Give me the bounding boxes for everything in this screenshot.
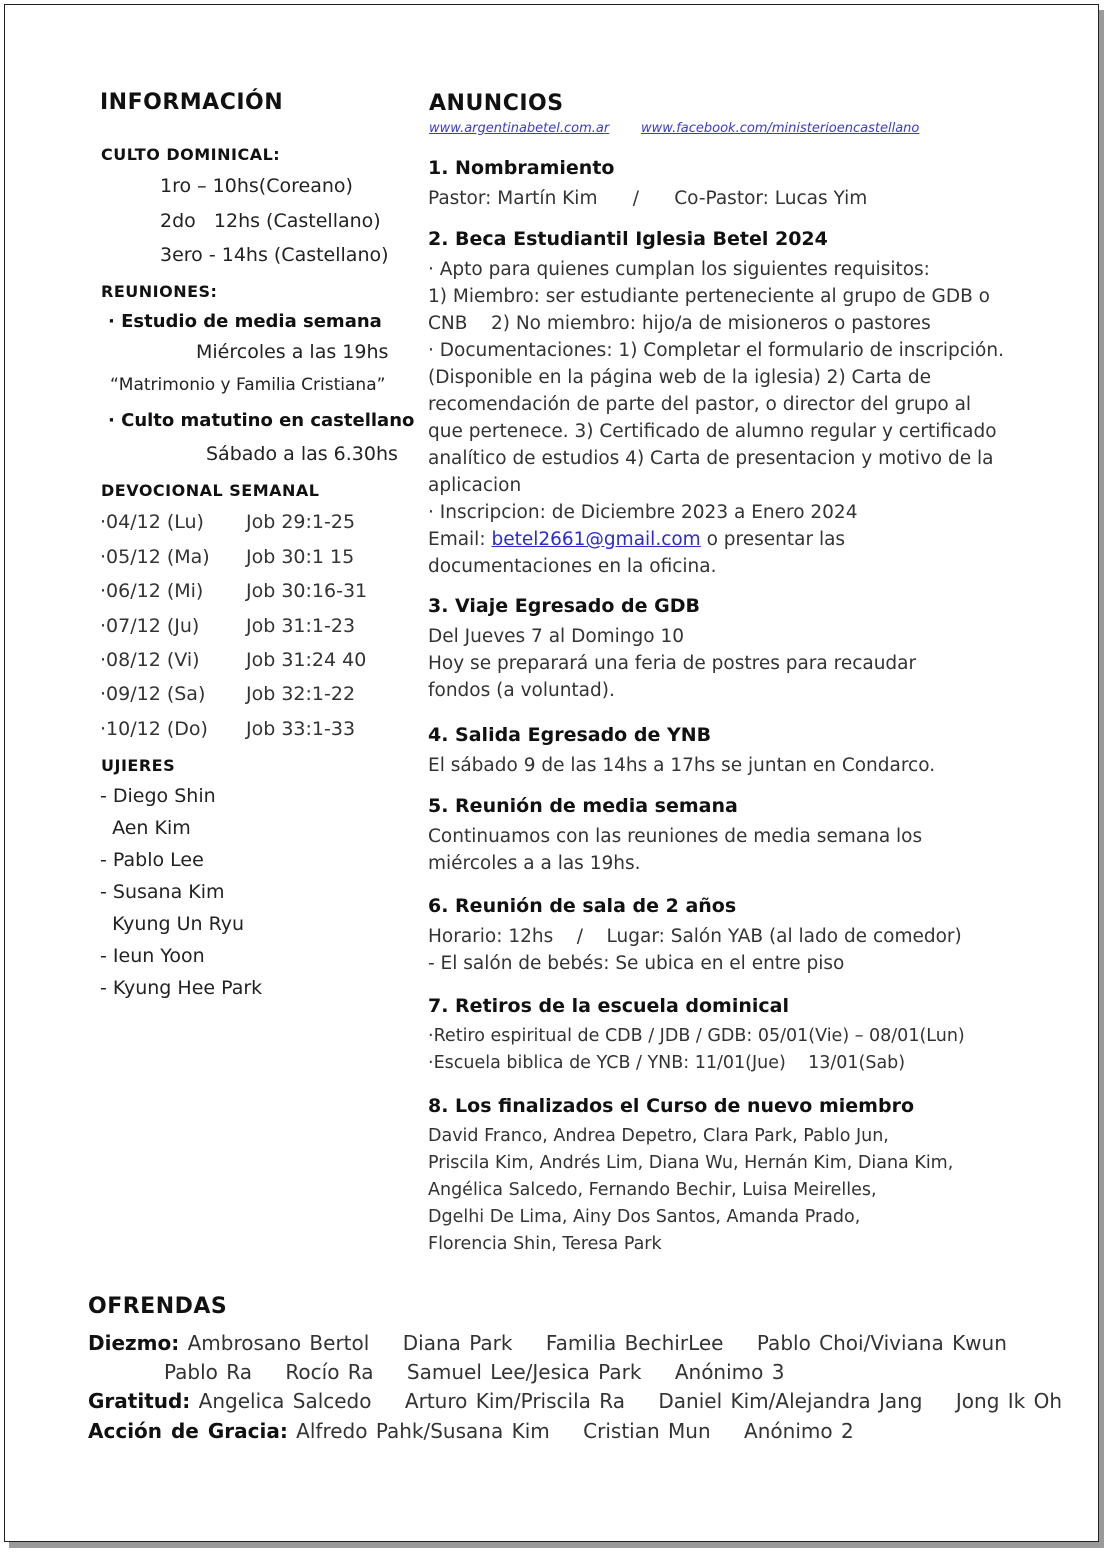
gratitud-label: Gratitud: (88, 1389, 191, 1413)
devocional-row (100, 580, 410, 610)
announcement-title: 8. Los finalizados el Curso de nuevo miembro (428, 1095, 914, 1117)
announcement-text: Horario: 12hs / Lugar: Salón YAB (al lado de comedor) (428, 926, 962, 947)
devocional-date: ·04/12 (Lu) (100, 511, 204, 533)
reunion-title: · Estudio de media semana (108, 311, 382, 332)
announcement-title: 5. Reunión de media semana (428, 795, 738, 817)
email-link[interactable]: betel2661@gmail.com (491, 529, 701, 550)
devocional-reading: Job 30:1 15 (246, 546, 355, 568)
announcement-text: 1) Miembro: ser estudiante perteneciente al grupo de GDB o (428, 286, 990, 307)
announcement-text: Pastor: Martín Kim / Co-Pastor: Lucas Yim (428, 188, 868, 209)
devocional-date: ·07/12 (Ju) (100, 615, 200, 637)
announcement-text: - El salón de bebés: Se ubica en el entre piso (428, 953, 845, 974)
website-link[interactable]: www.argentinabetel.com.ar (429, 121, 610, 136)
announcement-text: · Inscripcion: de Diciembre 2023 a Enero 2024 (428, 502, 858, 523)
reunion-time: Miércoles a las 19hs (196, 341, 389, 363)
announcement-text: fondos (a voluntad). (428, 680, 615, 701)
reunion-title: · Culto matutino en castellano (108, 410, 415, 431)
announcement-text: Priscila Kim, Andrés Lim, Diana Wu, Hernán Kim, Diana Kim, (428, 1153, 954, 1173)
email-suffix: o presentar las (700, 529, 846, 550)
announcement-text: aplicacion (428, 475, 522, 496)
diezmo-names: Ambrosano Bertol Diana Park Familia BechirLee Pablo Choi/Viviana Kwun (179, 1331, 1007, 1355)
anuncios-title: ANUNCIOS (429, 91, 564, 116)
devocional-row (100, 615, 410, 645)
announcement-text: David Franco, Andrea Depetro, Clara Park, Pablo Jun, (428, 1126, 889, 1146)
ujier-item: - Pablo Lee (100, 849, 204, 871)
ujieres-title: UJIERES (101, 756, 176, 775)
announcement-text: · Apto para quienes cumplan los siguientes requisitos: (428, 259, 930, 280)
announcement-title: 3. Viaje Egresado de GDB (428, 595, 700, 617)
devocional-date: ·09/12 (Sa) (100, 683, 206, 705)
devocional-reading: Job 31:24 40 (246, 649, 367, 671)
devocional-row (100, 683, 410, 713)
devocional-date: ·05/12 (Ma) (100, 546, 210, 568)
devocional-date: ·06/12 (Mi) (100, 580, 204, 602)
announcement-text: Florencia Shin, Teresa Park (428, 1234, 662, 1254)
devocional-reading: Job 33:1-33 (246, 718, 356, 740)
announcement-text: miércoles a a las 19hs. (428, 853, 641, 874)
announcement-body (428, 623, 916, 704)
devocional-date: ·08/12 (Vi) (100, 649, 200, 671)
announcement-title: 2. Beca Estudiantil Iglesia Betel 2024 (428, 228, 828, 250)
devocional-row (100, 649, 410, 679)
facebook-link[interactable]: www.facebook.com/ministerioencastellano (641, 121, 920, 136)
diezmo-line (88, 1331, 1007, 1355)
devocional-reading: Job 30:16-31 (246, 580, 368, 602)
reunion-topic: “Matrimonio y Familia Cristiana” (110, 375, 386, 395)
culto-title: CULTO DOMINICAL: (101, 145, 281, 164)
announcement-title: 1. Nombramiento (428, 157, 615, 179)
devocional-row (100, 511, 410, 541)
announcement-title: 7. Retiros de la escuela dominical (428, 995, 789, 1017)
devocional-date: ·10/12 (Do) (100, 718, 208, 740)
devocional-reading: Job 32:1-22 (246, 683, 356, 705)
email-line (428, 526, 1004, 553)
announcement-text: analítico de estudios 4) Carta de presentacion y motivo de la (428, 448, 994, 469)
announcement-body (428, 256, 1004, 580)
announcement-title: 6. Reunión de sala de 2 años (428, 895, 737, 917)
announcement-text: documentaciones en la oficina. (428, 556, 717, 577)
ujier-item: - Ieun Yoon (100, 945, 205, 967)
announcement-text: · Documentaciones: 1) Completar el formulario de inscripción. (428, 340, 1004, 361)
devocional-reading: Job 29:1-25 (246, 511, 356, 533)
devocional-row (100, 718, 410, 748)
culto-item: 1ro – 10hs(Coreano) (160, 175, 353, 197)
ofrendas-title: OFRENDAS (88, 1294, 228, 1319)
announcement-text: (Disponible en la página web de la iglesia) 2) Carta de (428, 367, 932, 388)
ujier-item: Kyung Un Ryu (100, 913, 245, 935)
devocional-title: DEVOCIONAL SEMANAL (101, 481, 320, 500)
announcement-text: recomendación de parte del pastor, o director del grupo al (428, 394, 972, 415)
info-title: INFORMACIÓN (100, 90, 284, 115)
announcement-text: ·Retiro espiritual de CDB / JDB / GDB: 05/01(Vie) – 08/01(Lun) (428, 1026, 965, 1046)
reuniones-title: REUNIONES: (101, 282, 218, 301)
announcement-text: Del Jueves 7 al Domingo 10 (428, 626, 685, 647)
culto-item: 2do 12hs (Castellano) (160, 210, 381, 232)
announcement-text: Continuamos con las reuniones de media semana los (428, 826, 923, 847)
announcement-text: que pertenece. 3) Certificado de alumno regular y certificado (428, 421, 997, 442)
announcement-text: El sábado 9 de las 14hs a 17hs se juntan en Condarco. (428, 755, 936, 776)
gratitud-names: Angelica Salcedo Arturo Kim/Priscila Ra Daniel Kim/Alejandra Jang Jong Ik Oh (190, 1389, 1063, 1413)
announcement-body (428, 923, 962, 977)
ujier-item: - Kyung Hee Park (100, 977, 263, 999)
announcement-text: Hoy se preparará una feria de postres para recaudar (428, 653, 917, 674)
email-prefix: Email: (428, 529, 492, 550)
ujier-item: - Diego Shin (100, 785, 216, 807)
diezmo-names-cont: Pablo Ra Rocío Ra Samuel Lee/Jesica Park Anónimo 3 (164, 1360, 785, 1384)
announcement-body (428, 1123, 953, 1258)
announcement-body (428, 823, 922, 877)
accion-label: Acción de Gracia: (88, 1419, 288, 1443)
announcement-text: Dgelhi De Lima, Ainy Dos Santos, Amanda Prado, (428, 1207, 861, 1227)
announcement-text: Angélica Salcedo, Fernando Bechir, Luisa Meirelles, (428, 1180, 877, 1200)
announcement-body (428, 1023, 965, 1077)
culto-item: 3ero - 14hs (Castellano) (160, 244, 389, 266)
announcement-text: CNB 2) No miembro: hijo/a de misioneros o pastores (428, 313, 931, 334)
accion-line (88, 1419, 854, 1443)
ujier-item: - Susana Kim (100, 881, 225, 903)
devocional-row (100, 546, 410, 576)
diezmo-label: Diezmo: (88, 1331, 180, 1355)
announcement-title: 4. Salida Egresado de YNB (428, 724, 712, 746)
ujier-item: Aen Kim (100, 817, 191, 839)
accion-names: Alfredo Pahk/Susana Kim Cristian Mun Anónimo 2 (287, 1419, 854, 1443)
reunion-time: Sábado a las 6.30hs (206, 443, 398, 465)
gratitud-line (88, 1389, 1062, 1413)
announcement-text: ·Escuela biblica de YCB / YNB: 11/01(Jue) 13/01(Sab) (428, 1053, 906, 1073)
devocional-reading: Job 31:1-23 (246, 615, 356, 637)
